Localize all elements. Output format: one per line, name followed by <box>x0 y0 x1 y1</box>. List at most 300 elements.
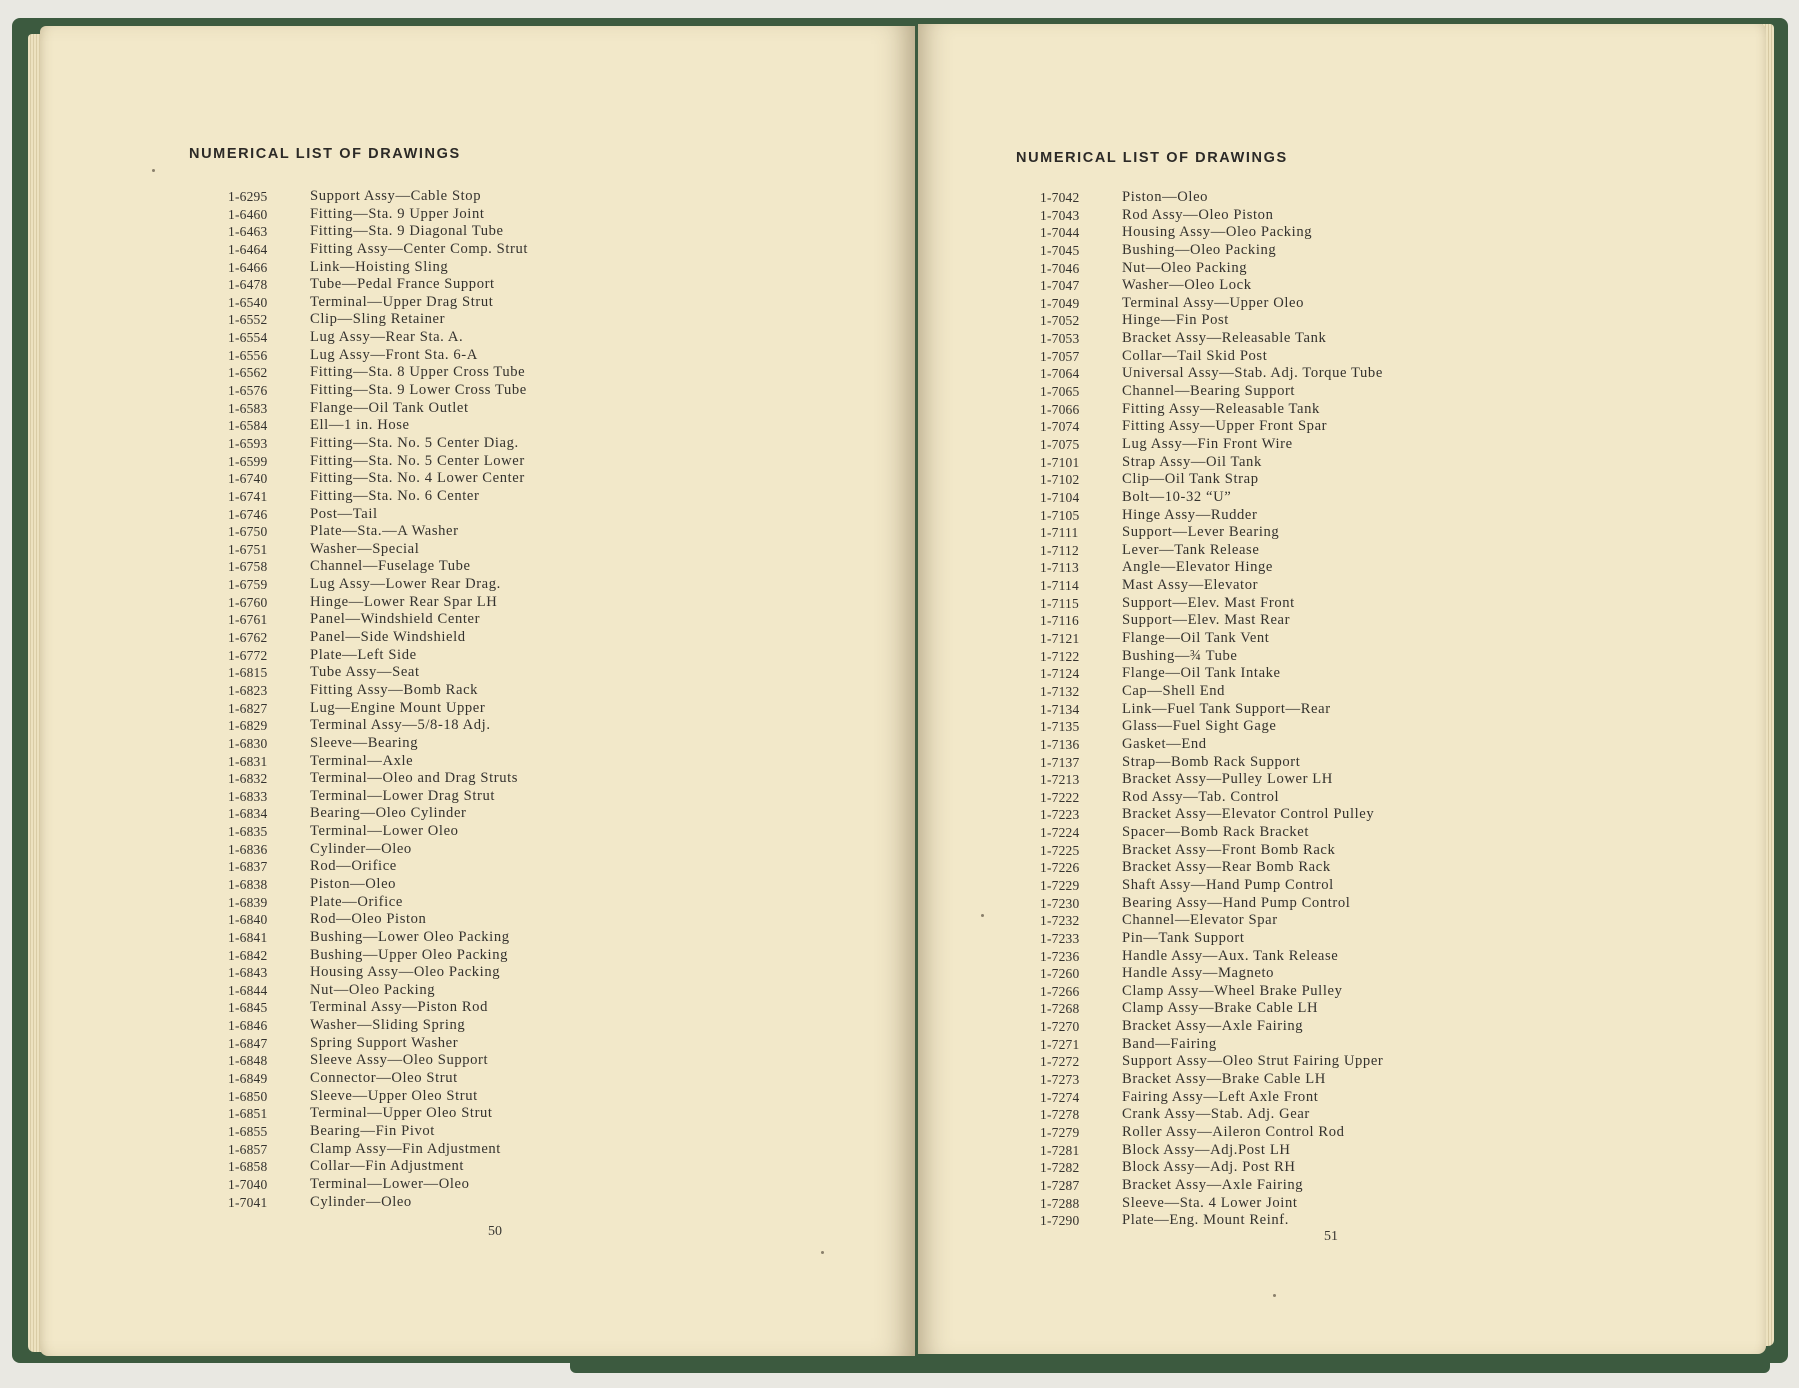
drawing-description: Panel—Windshield Center <box>310 611 481 628</box>
list-item <box>1040 754 1383 772</box>
list-item <box>228 1105 528 1123</box>
drawing-number: 1-6750 <box>228 524 268 540</box>
drawing-description: Post—Tail <box>310 505 378 522</box>
drawing-description: Bushing—Oleo Packing <box>1122 241 1277 258</box>
list-item <box>228 347 528 365</box>
list-item <box>1040 930 1383 948</box>
drawing-description: Link—Hoisting Sling <box>310 258 449 275</box>
list-item <box>228 823 528 841</box>
drawing-description: Washer—Special <box>310 540 420 557</box>
drawing-description: Clamp Assy—Fin Adjustment <box>310 1140 501 1157</box>
drawing-number: 1-7105 <box>1040 507 1080 523</box>
paper-speck <box>1273 1294 1276 1297</box>
drawing-number: 1-7064 <box>1040 366 1080 382</box>
list-item <box>228 1035 528 1053</box>
list-item <box>228 594 528 612</box>
list-item <box>228 611 528 629</box>
drawing-description: Housing Assy—Oleo Packing <box>310 964 501 981</box>
drawing-description: Cylinder—Oleo <box>310 840 412 857</box>
list-item <box>1040 1089 1383 1107</box>
drawing-description: Bearing—Oleo Cylinder <box>310 805 467 822</box>
drawing-description: Fitting—Sta. 9 Lower Cross Tube <box>310 382 527 399</box>
page-number: 51 <box>1324 1229 1338 1244</box>
drawing-description: Flange—Oil Tank Intake <box>1122 665 1281 682</box>
drawing-description: Rod—Orifice <box>310 858 397 875</box>
drawing-number: 1-6760 <box>228 594 268 610</box>
list-item <box>228 911 528 929</box>
drawing-number: 1-6583 <box>228 400 268 416</box>
drawing-description: Lever—Tank Release <box>1122 541 1260 558</box>
drawing-number: 1-6850 <box>228 1088 268 1104</box>
drawing-description: Piston—Oleo <box>1122 189 1209 205</box>
drawing-description: Nut—Oleo Packing <box>1122 259 1248 276</box>
list-item <box>1040 1018 1383 1036</box>
drawing-description: Rod—Oleo Piston <box>310 911 427 928</box>
list-item <box>1040 577 1383 595</box>
drawing-number: 1-7232 <box>1040 913 1080 929</box>
list-item <box>228 647 528 665</box>
drawing-description: Terminal—Lower—Oleo <box>310 1175 470 1192</box>
list-item <box>1040 1071 1383 1089</box>
drawing-description: Fitting—Sta. 9 Upper Joint <box>310 205 485 222</box>
drawing-description: Fitting—Sta. 8 Upper Cross Tube <box>310 364 526 381</box>
drawing-description: Channel—Elevator Spar <box>1122 912 1278 929</box>
list-item <box>1040 895 1383 913</box>
drawing-description: Sleeve—Bearing <box>310 734 419 751</box>
drawing-description: Lug Assy—Front Sta. 6-A <box>310 346 478 363</box>
drawing-number: 1-7111 <box>1040 525 1079 541</box>
list-item <box>228 241 528 259</box>
drawing-description: Bracket Assy—Brake Cable LH <box>1122 1071 1326 1088</box>
list-item <box>228 259 528 277</box>
drawing-number: 1-7213 <box>1040 772 1080 788</box>
drawing-description: Channel—Fuselage Tube <box>310 558 471 575</box>
drawing-number: 1-6295 <box>228 189 268 204</box>
drawing-description: Terminal—Upper Oleo Strut <box>310 1105 493 1122</box>
drawing-number: 1-6836 <box>228 841 268 857</box>
list-item <box>228 417 528 435</box>
drawing-number: 1-6857 <box>228 1141 268 1157</box>
drawing-description: Bracket Assy—Axle Fairing <box>1122 1018 1304 1035</box>
drawing-number: 1-6562 <box>228 365 268 381</box>
drawing-number: 1-6858 <box>228 1159 268 1175</box>
drawing-number: 1-6552 <box>228 312 268 328</box>
drawing-number: 1-6466 <box>228 259 268 275</box>
drawing-number: 1-7042 <box>1040 190 1080 205</box>
drawing-description: Cap—Shell End <box>1122 682 1226 699</box>
drawing-description: Sleeve—Sta. 4 Lower Joint <box>1122 1194 1298 1211</box>
drawing-number: 1-7121 <box>1040 631 1080 647</box>
drawing-number: 1-7268 <box>1040 1001 1080 1017</box>
drawing-number: 1-7044 <box>1040 225 1080 241</box>
list-item <box>1040 559 1383 577</box>
drawing-description: Universal Assy—Stab. Adj. Torque Tube <box>1122 365 1383 382</box>
list-item <box>1040 965 1383 983</box>
drawing-description: Piston—Oleo <box>310 875 397 892</box>
list-item <box>228 311 528 329</box>
list-item <box>1040 207 1383 225</box>
drawing-number: 1-6837 <box>228 859 268 875</box>
list-item <box>228 1088 528 1106</box>
drawing-description: Glass—Fuel Sight Gage <box>1122 718 1277 735</box>
drawing-number: 1-7045 <box>1040 242 1080 258</box>
drawing-number: 1-6772 <box>228 647 268 663</box>
drawing-number: 1-7288 <box>1040 1195 1080 1211</box>
drawing-description: Clamp Assy—Wheel Brake Pulley <box>1122 982 1343 999</box>
drawing-number: 1-6823 <box>228 682 268 698</box>
drawing-number: 1-6834 <box>228 806 268 822</box>
drawing-description: Bracket Assy—Front Bomb Rack <box>1122 841 1336 858</box>
drawing-number: 1-6849 <box>228 1071 268 1087</box>
drawing-number: 1-7116 <box>1040 613 1079 629</box>
drawing-description: Plate—Eng. Mount Reinf. <box>1122 1212 1290 1229</box>
list-item <box>228 982 528 1000</box>
list-item <box>228 1017 528 1035</box>
list-item <box>228 629 528 647</box>
drawing-number: 1-7278 <box>1040 1107 1080 1123</box>
drawing-number: 1-6835 <box>228 824 268 840</box>
drawing-description: Support—Lever Bearing <box>1122 524 1280 541</box>
list-item <box>1040 1106 1383 1124</box>
drawing-number: 1-7134 <box>1040 701 1080 717</box>
drawing-description: Channel—Bearing Support <box>1122 383 1296 400</box>
drawing-number: 1-6460 <box>228 206 268 222</box>
drawing-description: Mast Assy—Elevator <box>1122 577 1259 594</box>
drawing-number: 1-6845 <box>228 1000 268 1016</box>
page-heading: NUMERICAL LIST OF DRAWINGS <box>189 146 461 162</box>
drawing-description: Rod Assy—Tab. Control <box>1122 788 1280 805</box>
drawing-number: 1-6758 <box>228 559 268 575</box>
drawing-description: Band—Fairing <box>1122 1035 1217 1052</box>
drawing-number: 1-6746 <box>228 506 268 522</box>
drawing-number: 1-6761 <box>228 612 268 628</box>
list-item <box>228 523 528 541</box>
list-item <box>228 682 528 700</box>
list-item <box>228 1158 528 1176</box>
list-item <box>1040 1212 1383 1230</box>
paper-speck <box>821 1251 824 1254</box>
drawing-number: 1-7272 <box>1040 1054 1080 1070</box>
list-item <box>228 541 528 559</box>
drawing-description: Tube—Pedal France Support <box>310 276 495 293</box>
drawing-number: 1-6593 <box>228 435 268 451</box>
drawing-number: 1-7137 <box>1040 754 1080 770</box>
drawing-description: Flange—Oil Tank Outlet <box>310 399 469 416</box>
list-item <box>228 947 528 965</box>
drawing-number: 1-7282 <box>1040 1160 1080 1176</box>
list-item <box>228 223 528 241</box>
drawing-description: Terminal Assy—5/8-18 Adj. <box>310 717 491 734</box>
list-item <box>228 400 528 418</box>
drawing-description: Support—Elev. Mast Rear <box>1122 612 1291 629</box>
list-item <box>1040 454 1383 472</box>
drawing-description: Fitting Assy—Center Comp. Strut <box>310 240 529 257</box>
list-item <box>1040 630 1383 648</box>
drawing-number: 1-6576 <box>228 383 268 399</box>
list-item <box>1040 877 1383 895</box>
drawing-number: 1-6851 <box>228 1106 268 1122</box>
drawing-description: Bracket Assy—Rear Bomb Rack <box>1122 859 1331 876</box>
list-item <box>228 1176 528 1194</box>
list-item <box>1040 507 1383 525</box>
list-item <box>1040 330 1383 348</box>
drawing-number: 1-7043 <box>1040 207 1080 223</box>
drawing-description: Bushing—¾ Tube <box>1122 647 1238 664</box>
drawing-description: Hinge Assy—Rudder <box>1122 506 1258 523</box>
drawing-description: Roller Assy—Aileron Control Rod <box>1122 1123 1345 1140</box>
list-item <box>228 805 528 823</box>
list-item <box>1040 683 1383 701</box>
drawing-number: 1-7104 <box>1040 489 1080 505</box>
drawing-description: Rod Assy—Oleo Piston <box>1122 206 1274 223</box>
drawing-number: 1-6751 <box>228 541 268 557</box>
list-item <box>1040 612 1383 630</box>
list-item <box>1040 524 1383 542</box>
list-item <box>1040 312 1383 330</box>
list-item <box>228 364 528 382</box>
list-item <box>1040 365 1383 383</box>
drawing-number: 1-7040 <box>228 1176 268 1192</box>
list-item <box>1040 771 1383 789</box>
list-item <box>228 788 528 806</box>
drawing-description: Hinge—Lower Rear Spar LH <box>310 593 498 610</box>
drawing-number: 1-6841 <box>228 929 268 945</box>
drawing-description: Fitting—Sta. 9 Diagonal Tube <box>310 223 504 240</box>
drawing-description: Terminal—Oleo and Drag Struts <box>310 770 519 787</box>
drawing-number: 1-7230 <box>1040 895 1080 911</box>
drawing-number: 1-7065 <box>1040 384 1080 400</box>
drawing-number: 1-6843 <box>228 965 268 981</box>
drawing-number: 1-6847 <box>228 1035 268 1051</box>
list-item <box>228 964 528 982</box>
drawing-description: Terminal—Axle <box>310 752 414 769</box>
drawing-number: 1-6831 <box>228 753 268 769</box>
list-item <box>1040 701 1383 719</box>
drawing-description: Flange—Oil Tank Vent <box>1122 630 1270 647</box>
list-item <box>228 1052 528 1070</box>
list-item <box>1040 436 1383 454</box>
list-item <box>228 876 528 894</box>
drawing-number: 1-6815 <box>228 665 268 681</box>
drawing-number: 1-7226 <box>1040 860 1080 876</box>
list-item <box>1040 1195 1383 1213</box>
drawing-number: 1-6839 <box>228 894 268 910</box>
drawing-description: Pin—Tank Support <box>1122 929 1245 946</box>
drawing-number: 1-7223 <box>1040 807 1080 823</box>
drawing-description: Fitting Assy—Bomb Rack <box>310 681 479 698</box>
drawing-number: 1-7229 <box>1040 877 1080 893</box>
list-item <box>228 206 528 224</box>
list-item <box>1040 277 1383 295</box>
drawing-description: Cylinder—Oleo <box>310 1193 412 1210</box>
drawing-description: Terminal Assy—Piston Rod <box>310 999 488 1016</box>
list-item <box>228 329 528 347</box>
list-item <box>1040 418 1383 436</box>
drawing-description: Shaft Assy—Hand Pump Control <box>1122 876 1334 893</box>
drawing-number: 1-7113 <box>1040 560 1079 576</box>
drawing-number: 1-6762 <box>228 630 268 646</box>
drawing-number: 1-6584 <box>228 418 268 434</box>
drawing-description: Bushing—Lower Oleo Packing <box>310 928 510 945</box>
drawing-description: Lug—Engine Mount Upper <box>310 699 486 716</box>
drawing-number: 1-7287 <box>1040 1177 1080 1193</box>
list-item <box>228 1123 528 1141</box>
drawing-description: Bearing—Fin Pivot <box>310 1122 435 1139</box>
drawing-number: 1-6842 <box>228 947 268 963</box>
list-item <box>1040 471 1383 489</box>
drawing-description: Terminal Assy—Upper Oleo <box>1122 294 1304 311</box>
drawing-number: 1-7112 <box>1040 542 1079 558</box>
left-page <box>40 26 915 1356</box>
list-item <box>228 1194 528 1212</box>
list-item <box>228 1070 528 1088</box>
drawing-description: Spacer—Bomb Rack Bracket <box>1122 824 1310 841</box>
list-item <box>228 435 528 453</box>
drawing-number: 1-7041 <box>228 1194 268 1210</box>
drawing-number: 1-6478 <box>228 277 268 293</box>
list-item <box>228 841 528 859</box>
drawing-description: Crank Assy—Stab. Adj. Gear <box>1122 1106 1310 1123</box>
drawing-description: Sleeve Assy—Oleo Support <box>310 1052 489 1069</box>
drawing-description: Clip—Oil Tank Strap <box>1122 471 1259 488</box>
drawing-description: Terminal—Lower Oleo <box>310 823 459 840</box>
list-item <box>228 453 528 471</box>
drawing-description: Plate—Sta.—A Washer <box>310 523 459 540</box>
list-item <box>228 999 528 1017</box>
drawing-description: Fitting—Sta. No. 6 Center <box>310 487 480 504</box>
list-item <box>1040 260 1383 278</box>
drawing-number: 1-7274 <box>1040 1089 1080 1105</box>
drawing-number: 1-7053 <box>1040 331 1080 347</box>
drawing-description: Angle—Elevator Hinge <box>1122 559 1274 576</box>
drawing-number: 1-7233 <box>1040 930 1080 946</box>
drawing-number: 1-6463 <box>228 224 268 240</box>
drawing-description: Connector—Oleo Strut <box>310 1070 458 1087</box>
drawing-number: 1-7102 <box>1040 472 1080 488</box>
drawing-list <box>228 188 528 1211</box>
drawing-description: Bearing Assy—Hand Pump Control <box>1122 894 1351 911</box>
drawing-number: 1-7114 <box>1040 578 1079 594</box>
list-item <box>1040 242 1383 260</box>
list-item <box>1040 1036 1383 1054</box>
drawing-description: Support—Elev. Mast Front <box>1122 594 1295 611</box>
drawing-number: 1-6833 <box>228 788 268 804</box>
drawing-number: 1-7101 <box>1040 454 1080 470</box>
drawing-description: Handle Assy—Aux. Tank Release <box>1122 947 1339 964</box>
page-number: 50 <box>488 1224 502 1239</box>
drawing-number: 1-6740 <box>228 471 268 487</box>
list-item <box>1040 1124 1383 1142</box>
drawing-number: 1-7052 <box>1040 313 1080 329</box>
drawing-description: Clamp Assy—Brake Cable LH <box>1122 1000 1319 1017</box>
list-item <box>1040 789 1383 807</box>
drawing-number: 1-7135 <box>1040 719 1080 735</box>
list-item <box>1040 383 1383 401</box>
list-item <box>1040 948 1383 966</box>
drawing-description: Clip—Sling Retainer <box>310 311 446 328</box>
drawing-number: 1-7057 <box>1040 348 1080 364</box>
list-item <box>1040 595 1383 613</box>
drawing-number: 1-7136 <box>1040 736 1080 752</box>
drawing-description: Housing Assy—Oleo Packing <box>1122 224 1313 241</box>
list-item <box>1040 189 1383 207</box>
paper-speck <box>981 914 984 917</box>
drawing-number: 1-6554 <box>228 330 268 346</box>
drawing-number: 1-7224 <box>1040 825 1080 841</box>
list-item <box>228 558 528 576</box>
drawing-description: Link—Fuel Tank Support—Rear <box>1122 700 1331 717</box>
drawing-number: 1-6838 <box>228 876 268 892</box>
drawing-description: Bracket Assy—Elevator Control Pulley <box>1122 806 1375 823</box>
drawing-number: 1-6741 <box>228 488 268 504</box>
drawing-description: Terminal—Lower Drag Strut <box>310 787 496 804</box>
drawing-number: 1-7236 <box>1040 948 1080 964</box>
drawing-number: 1-6830 <box>228 735 268 751</box>
drawing-number: 1-6846 <box>228 1018 268 1034</box>
drawing-number: 1-7132 <box>1040 683 1080 699</box>
drawing-description: Bolt—10-32 “U” <box>1122 488 1232 505</box>
drawing-description: Gasket—End <box>1122 735 1207 752</box>
drawing-list <box>1040 189 1383 1230</box>
list-item <box>228 276 528 294</box>
drawing-number: 1-7115 <box>1040 595 1079 611</box>
list-item <box>1040 824 1383 842</box>
list-item <box>228 664 528 682</box>
list-item <box>228 894 528 912</box>
drawing-number: 1-6848 <box>228 1053 268 1069</box>
list-item <box>1040 806 1383 824</box>
drawing-number: 1-7049 <box>1040 295 1080 311</box>
list-item <box>228 929 528 947</box>
drawing-description: Ell—1 in. Hose <box>310 417 410 434</box>
drawing-number: 1-7122 <box>1040 648 1080 664</box>
drawing-number: 1-7260 <box>1040 966 1080 982</box>
list-item <box>1040 489 1383 507</box>
list-item <box>1040 648 1383 666</box>
list-item <box>228 488 528 506</box>
list-item <box>228 753 528 771</box>
drawing-number: 1-7266 <box>1040 983 1080 999</box>
drawing-description: Tube Assy—Seat <box>310 664 420 681</box>
drawing-description: Handle Assy—Magneto <box>1122 965 1275 982</box>
drawing-description: Spring Support Washer <box>310 1034 459 1051</box>
drawing-description: Fitting Assy—Upper Front Spar <box>1122 418 1328 435</box>
drawing-number: 1-7270 <box>1040 1019 1080 1035</box>
list-item <box>228 700 528 718</box>
list-item <box>228 858 528 876</box>
list-item <box>228 770 528 788</box>
drawing-description: Hinge—Fin Post <box>1122 312 1229 329</box>
drawing-number: 1-6855 <box>228 1123 268 1139</box>
page-heading: NUMERICAL LIST OF DRAWINGS <box>1016 150 1288 166</box>
list-item <box>228 576 528 594</box>
list-item <box>1040 842 1383 860</box>
drawing-description: Bracket Assy—Pulley Lower LH <box>1122 771 1333 788</box>
drawing-number: 1-7124 <box>1040 666 1080 682</box>
drawing-number: 1-7290 <box>1040 1213 1080 1229</box>
drawing-description: Strap—Bomb Rack Support <box>1122 753 1301 770</box>
list-item <box>1040 859 1383 877</box>
drawing-description: Bushing—Upper Oleo Packing <box>310 946 509 963</box>
drawing-number: 1-6540 <box>228 294 268 310</box>
list-item <box>1040 224 1383 242</box>
drawing-number: 1-6759 <box>228 577 268 593</box>
drawing-description: Washer—Oleo Lock <box>1122 277 1252 294</box>
drawing-number: 1-6844 <box>228 982 268 998</box>
drawing-number: 1-7074 <box>1040 419 1080 435</box>
drawing-description: Fairing Assy—Left Axle Front <box>1122 1088 1319 1105</box>
drawing-description: Fitting Assy—Releasable Tank <box>1122 400 1320 417</box>
